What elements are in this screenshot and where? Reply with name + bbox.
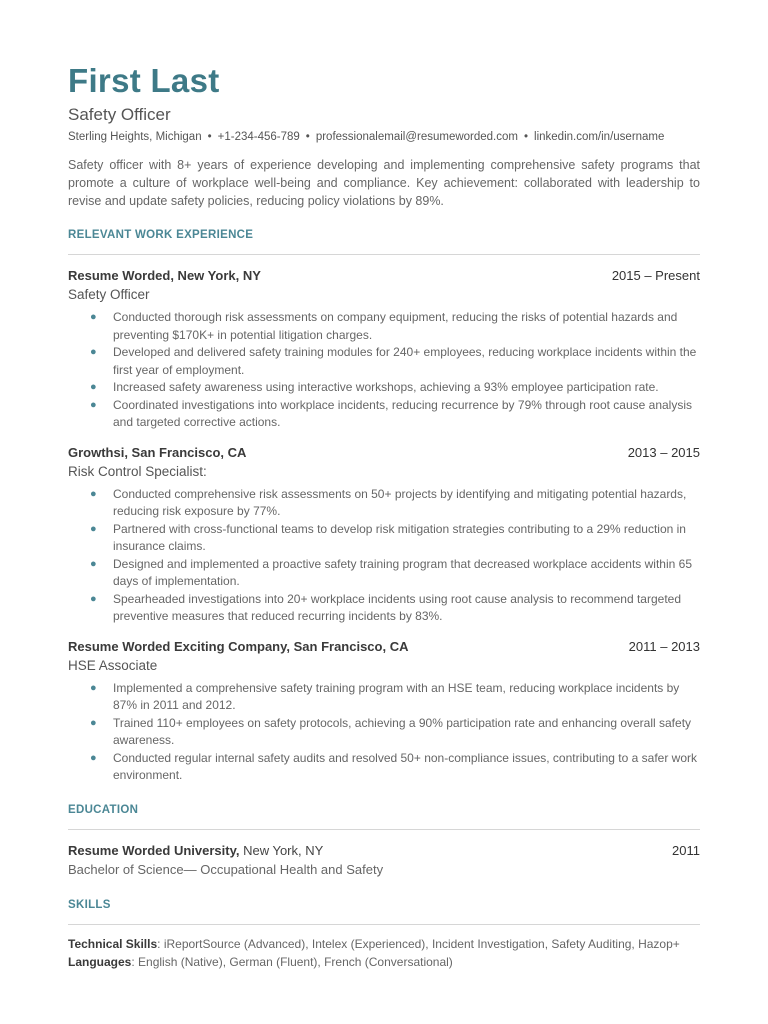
bullet-text: Conducted comprehensive risk assessments on 50+ projects by identifying and mitigating potential hazards, reducing risk exposure by 77%.: [113, 486, 687, 518]
school-line: [68, 842, 323, 860]
contact-email[interactable]: professionalemail@resumeworded.com: [315, 131, 518, 143]
bullet-icon: ●: [90, 346, 97, 358]
bullet-text: Conducted regular internal safety audits and resolved 50+ non-compliance issues, contributing to a safer work environment.: [113, 750, 697, 782]
job-entry: [68, 267, 700, 432]
contact-phone: +1-234-456-789: [217, 131, 300, 143]
skills-label: Languages: [68, 954, 132, 969]
job-bullets: [68, 680, 700, 785]
bullet-item: [68, 344, 700, 379]
professional-summary: Safety officer with 8+ years of experience developing and implementing comprehensive safety programs that promote a culture of workplace well-being and compliance. Key achievement: collaborated with leadership to revise and update safety policies, reducing policy violations by 89%.: [68, 158, 700, 208]
job-bullets: [68, 486, 700, 626]
section-divider: [68, 829, 700, 830]
bullet-item: [68, 521, 700, 556]
job-entry: [68, 638, 700, 785]
skills-label: Technical Skills: [68, 936, 158, 951]
section-heading-skills: SKILLS: [68, 898, 111, 911]
contact-separator: •: [523, 131, 529, 143]
bullet-item: [68, 379, 700, 397]
job-title: Risk Control Specialist:: [68, 463, 207, 479]
job-company: Resume Worded, New York, NY: [68, 268, 261, 283]
job-dates: 2013 – 2015: [627, 444, 700, 460]
bullet-text: Developed and delivered safety training modules for 240+ employees, reducing workplace incidents within the first year of employment.: [113, 345, 697, 377]
bullet-text: Designed and implemented a proactive safety training program that decreased workplace accidents within 65 days of implementation.: [113, 556, 692, 588]
section-divider: [68, 254, 700, 255]
school-name: Resume Worded University,: [68, 842, 240, 858]
job-entry: [68, 444, 700, 626]
bullet-icon: ●: [90, 311, 97, 323]
bullet-icon: ●: [90, 592, 97, 605]
bullet-icon: ●: [90, 522, 97, 535]
bullet-item: [68, 591, 700, 626]
bullet-icon: ●: [90, 557, 97, 570]
bullet-text: Coordinated investigations into workplace incidents, reducing recurrence by 79% through root cause analysis and targeted corrective actions.: [113, 397, 692, 429]
contact-linkedin[interactable]: linkedin.com/in/username: [534, 131, 665, 143]
bullet-item: [68, 556, 700, 591]
section-heading-experience: RELEVANT WORK EXPERIENCE: [68, 229, 254, 241]
bullet-item: [68, 680, 700, 715]
skills-value: : iReportSource (Advanced), Intelex (Experienced), Incident Investigation, Safety Auditing, Hazop+: [157, 936, 680, 951]
bullet-text: Increased safety awareness using interactive workshops, achieving a 93% employee participation rate.: [113, 380, 659, 394]
bullet-text: Trained 110+ employees on safety protocols, achieving a 90% participation rate and enhancing overall safety awareness.: [113, 715, 692, 747]
bullet-text: Conducted thorough risk assessments on company equipment, reducing the risks of potential hazards and preventing $170K+ in potential litigation charges.: [113, 310, 678, 342]
skills-value: : English (Native), German (Fluent), French (Conversational): [131, 954, 453, 969]
job-title: HSE Associate: [68, 657, 158, 673]
bullet-icon: ●: [90, 381, 97, 393]
job-company: Resume Worded Exciting Company, San Francisco, CA: [68, 638, 409, 654]
bullet-item: [68, 397, 700, 432]
bullet-text: Implemented a comprehensive safety training program with an HSE team, reducing workplace incidents by 87% in 2011 and 2012.: [113, 680, 680, 712]
bullet-item: [68, 715, 700, 750]
experience-list: [68, 267, 700, 785]
contact-separator: •: [207, 131, 212, 143]
school-location: New York, NY: [239, 842, 324, 858]
bullet-item: [68, 309, 700, 344]
bullet-text: Spearheaded investigations into 20+ workplace incidents using root cause analysis to recommend targeted preventive measures that reduced recurring incidents by 83%.: [113, 591, 682, 623]
job-company: Growthsi, San Francisco, CA: [68, 444, 247, 460]
resume-content: [68, 62, 700, 971]
bullet-icon: ●: [90, 681, 97, 694]
bullet-item: [68, 486, 700, 521]
bullet-icon: ●: [90, 487, 97, 500]
skills-block: [68, 935, 700, 971]
skills-row-languages: [68, 953, 700, 971]
degree: Bachelor of Science— Occupational Health and Safety: [68, 861, 384, 877]
section-divider: [68, 924, 700, 925]
bullet-text: Partnered with cross-functional teams to develop risk mitigation strategies contributing to a 29% reduction in insurance claims.: [113, 521, 686, 553]
bullet-icon: ●: [90, 398, 97, 411]
education-year: 2011: [672, 842, 700, 858]
candidate-title: Safety Officer: [68, 105, 171, 124]
contact-line: [68, 128, 700, 146]
job-dates: 2011 – 2013: [628, 638, 700, 654]
bullet-item: [68, 750, 700, 785]
bullet-icon: ●: [90, 751, 97, 764]
job-dates: 2015 – Present: [611, 268, 700, 283]
contact-separator: •: [305, 131, 310, 143]
job-bullets: [68, 309, 700, 432]
section-heading-education: EDUCATION: [68, 803, 139, 816]
bullet-icon: ●: [90, 716, 97, 729]
skills-row-technical: [68, 935, 700, 953]
job-title: Safety Officer: [68, 287, 150, 302]
candidate-name: First Last: [68, 62, 220, 99]
education-entry: [68, 842, 700, 860]
contact-location: Sterling Heights, Michigan: [68, 131, 202, 143]
